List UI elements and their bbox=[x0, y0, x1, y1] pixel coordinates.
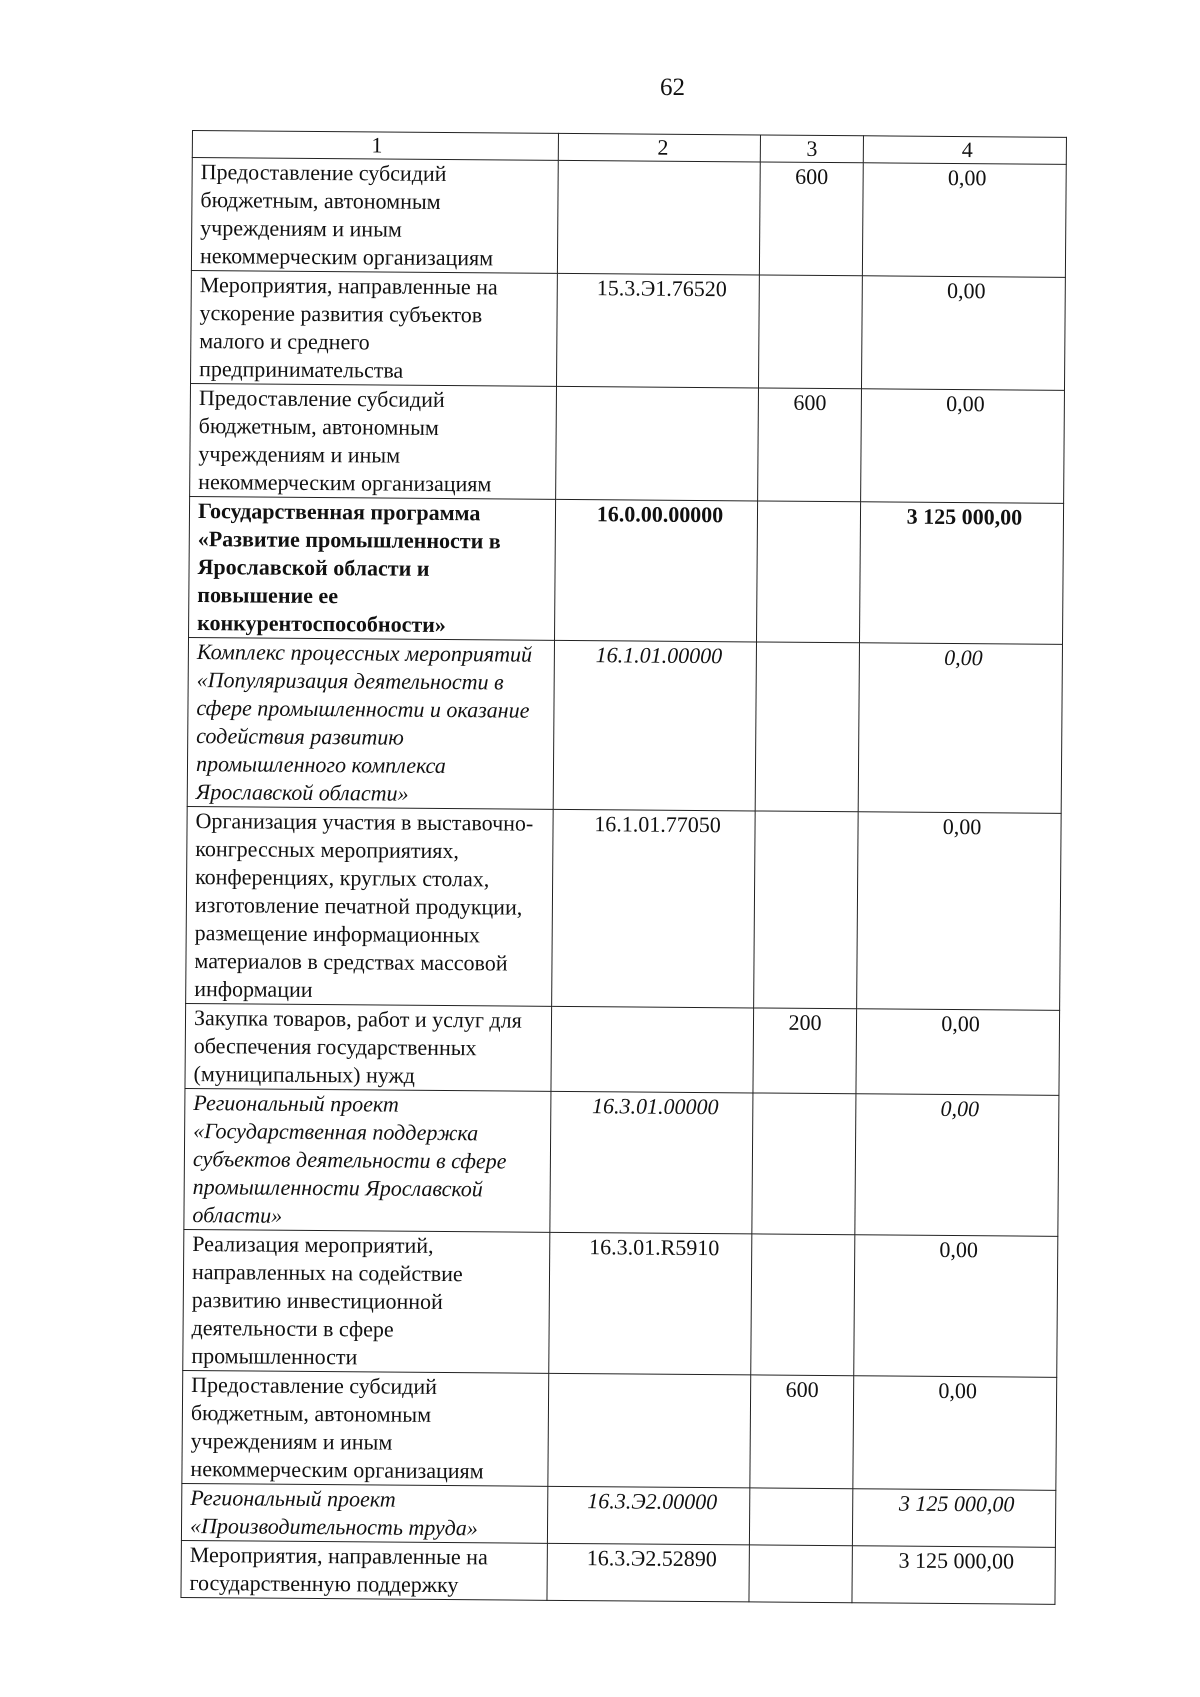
header-col-3: 3 bbox=[760, 135, 863, 163]
row-type-cell bbox=[751, 1234, 855, 1376]
row-type-cell: 600 bbox=[758, 388, 862, 502]
row-code-cell: 16.1.01.00000 bbox=[553, 640, 756, 811]
table-row bbox=[190, 383, 1065, 503]
row-name-cell: Государственная программа «Развитие промышленности в Ярославской области и повышение ее конкурентоспособности» bbox=[189, 496, 556, 640]
table-row bbox=[186, 806, 1062, 1010]
row-type-cell bbox=[752, 1093, 856, 1235]
table-row bbox=[191, 270, 1066, 390]
row-code-cell: 15.3.Э1.76520 bbox=[556, 273, 759, 388]
row-code-cell: 16.3.Э2.52890 bbox=[547, 1543, 749, 1602]
row-name-cell: Закупка товаров, работ и услуг для обеспечения государственных (муниципальных) нужд bbox=[185, 1003, 552, 1091]
row-amount-cell: 0,00 bbox=[856, 1009, 1060, 1096]
header-col-4: 4 bbox=[863, 136, 1066, 165]
row-code-cell bbox=[551, 1006, 754, 1093]
row-code-cell: 16.3.Э2.00000 bbox=[547, 1486, 749, 1545]
row-name-cell: Региональный проект «Государственная поддержка субъектов деятельности в сфере промышленности Ярославской области» bbox=[184, 1088, 551, 1232]
row-amount-cell: 3 125 000,00 bbox=[852, 1546, 1055, 1605]
table-row bbox=[189, 496, 1064, 644]
table-row bbox=[181, 1540, 1055, 1604]
row-type-cell bbox=[754, 811, 859, 1009]
row-name-cell: Региональный проект «Производительность труда» bbox=[181, 1483, 547, 1543]
row-type-cell bbox=[755, 642, 859, 812]
page-number: 62 bbox=[660, 74, 685, 101]
row-amount-cell: 0,00 bbox=[855, 1094, 1059, 1237]
row-type-cell bbox=[749, 1488, 852, 1546]
row-code-cell: 16.1.01.77050 bbox=[552, 809, 756, 1008]
row-name-cell: Предоставление субсидий бюджетным, автономным учреждениям и иным некоммерческим организациям bbox=[190, 383, 557, 499]
row-amount-cell: 0,00 bbox=[854, 1235, 1058, 1378]
row-type-cell bbox=[758, 275, 862, 389]
row-code-cell: 16.3.01.R5910 bbox=[549, 1232, 752, 1375]
table-row bbox=[185, 1003, 1060, 1095]
row-amount-cell: 0,00 bbox=[853, 1376, 1057, 1491]
row-code-cell bbox=[548, 1373, 751, 1488]
row-amount-cell: 3 125 000,00 bbox=[859, 502, 1063, 645]
row-amount-cell: 0,00 bbox=[861, 389, 1065, 504]
row-amount-cell: 0,00 bbox=[858, 643, 1062, 814]
table-row bbox=[191, 158, 1066, 278]
row-type-cell: 200 bbox=[753, 1008, 857, 1094]
row-amount-cell: 0,00 bbox=[862, 163, 1066, 278]
table-row bbox=[181, 1483, 1055, 1547]
row-name-cell: Реализация мероприятий, направленных на содействие развитию инвестиционной деятельности в сфере промышленности bbox=[183, 1229, 550, 1373]
table-row bbox=[187, 637, 1062, 813]
table-row bbox=[183, 1229, 1058, 1377]
row-type-cell: 600 bbox=[759, 162, 863, 276]
row-code-cell: 16.0.00.00000 bbox=[555, 499, 758, 642]
row-type-cell bbox=[749, 1545, 852, 1603]
row-name-cell: Мероприятия, направленные на государственную поддержку bbox=[181, 1540, 547, 1600]
row-name-cell: Организация участия в выставочно-конгрессных мероприятиях, конференциях, круглых столах, изготовление печатной продукции, размещение информационных материалов в средствах массовой информации bbox=[186, 806, 554, 1006]
budget-table bbox=[180, 130, 1067, 1605]
table-row bbox=[182, 1370, 1057, 1490]
row-name-cell: Предоставление субсидий бюджетным, автономным учреждениям и иным некоммерческим организациям bbox=[182, 1370, 549, 1486]
row-code-cell: 16.3.01.00000 bbox=[550, 1091, 753, 1234]
row-code-cell bbox=[556, 386, 759, 501]
row-name-cell: Предоставление субсидий бюджетным, автономным учреждениям и иным некоммерческим организациям bbox=[191, 158, 558, 274]
row-name-cell: Комплекс процессных мероприятий «Популяризация деятельности в сфере промышленности и оказание содействия развитию промышленного комплекса Ярославской области» bbox=[187, 637, 554, 809]
row-type-cell bbox=[756, 501, 860, 643]
budget-table-body bbox=[181, 131, 1066, 1605]
row-code-cell bbox=[557, 160, 760, 275]
row-name-cell: Мероприятия, направленные на ускорение развития субъектов малого и среднего предпринимательства bbox=[191, 270, 558, 386]
row-amount-cell: 0,00 bbox=[857, 812, 1062, 1011]
header-col-1: 1 bbox=[192, 131, 558, 161]
table-row bbox=[184, 1088, 1059, 1236]
header-col-2: 2 bbox=[558, 133, 760, 162]
row-type-cell: 600 bbox=[750, 1375, 854, 1489]
row-amount-cell: 3 125 000,00 bbox=[852, 1489, 1055, 1548]
row-amount-cell: 0,00 bbox=[861, 276, 1065, 391]
